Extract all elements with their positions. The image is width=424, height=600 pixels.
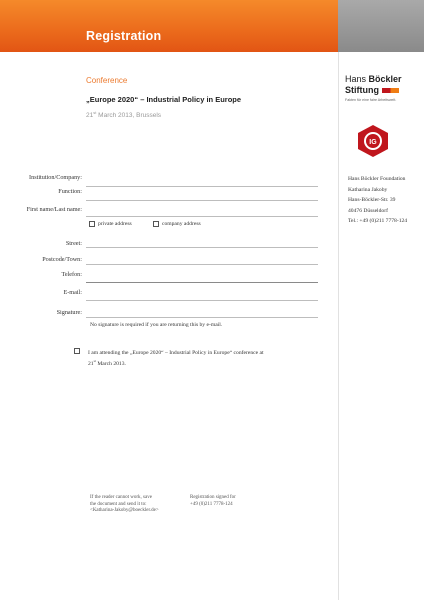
footer-note-right: Registration signed for +49 (0)211 7778-124 <box>190 495 236 507</box>
name-label: First name/Last name: <box>26 206 82 213</box>
function-label: Function: <box>58 188 82 195</box>
name-field[interactable] <box>86 216 318 217</box>
address-line: 40476 Düsseldorf <box>348 207 388 214</box>
signature-label: Signature: <box>56 309 82 316</box>
foundation-logo <box>345 74 402 102</box>
address-line: Hans-Böckler-Str. 39 <box>348 197 396 204</box>
column-divider <box>338 52 339 600</box>
address-line: Katharina Jakoby <box>348 186 388 193</box>
address-line: Tel.: +49 (0)211 7778-124 <box>348 218 408 225</box>
footer-note-left: If the reader cannot work, save the document and send it to: <Katharina-Jakoby@boeckler.de> <box>90 495 159 514</box>
union-logo-icon <box>355 123 391 159</box>
signature-field[interactable] <box>86 317 318 318</box>
postcode-field[interactable] <box>86 264 318 265</box>
institution-label: Institution/Company: <box>29 174 82 181</box>
attend-statement: I am attending the „Europe 2020“ – Industrial Policy in Europe“ conference at 21st March 2013. <box>88 350 264 367</box>
conference-label: Conference <box>86 76 128 85</box>
logo-line1: Hans Böckler <box>345 74 402 84</box>
street-label: Street: <box>65 240 82 247</box>
private-address-label: private address <box>98 221 132 227</box>
private-address-checkbox[interactable] <box>89 221 95 227</box>
header-bar <box>0 0 338 52</box>
conference-date: 21st March 2013, Brussels <box>86 110 162 120</box>
email-field[interactable] <box>86 300 318 301</box>
header-gray-block <box>338 0 424 52</box>
company-address-checkbox[interactable] <box>153 221 159 227</box>
address-line: Hans Böckler Foundation <box>348 176 406 182</box>
attend-checkbox[interactable] <box>74 348 80 354</box>
logo-color-bar <box>382 88 399 93</box>
signature-note: No signature is required if you are returning this by e-mail. <box>90 322 223 328</box>
svg-text:IG: IG <box>369 139 377 146</box>
function-field[interactable] <box>86 200 318 201</box>
logo-line2: Stiftung <box>345 85 379 95</box>
page-title: Registration <box>86 29 162 43</box>
conference-title: „Europe 2020“ – Industrial Policy in Europe <box>86 95 242 104</box>
company-address-label: company address <box>162 221 201 227</box>
street-field[interactable] <box>86 247 318 248</box>
telefon-label: Telefon: <box>61 271 82 278</box>
postcode-label: Postcode/Town: <box>42 256 82 263</box>
logo-tagline: Fakten für eine faire Arbeitswelt. <box>345 98 397 102</box>
contact-address <box>348 174 407 227</box>
telefon-field[interactable] <box>86 282 318 283</box>
email-label: E-mail: <box>63 289 82 296</box>
institution-field[interactable] <box>86 186 318 187</box>
